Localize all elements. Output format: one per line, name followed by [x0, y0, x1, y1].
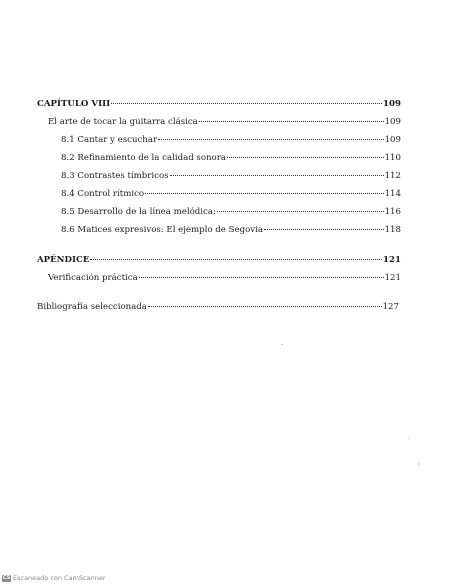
toc-entry-page: 109 [383, 99, 401, 109]
toc-entry-title: 8.5 Desarrollo de la línea melódica: [61, 207, 216, 217]
toc-entry-page: 114 [384, 189, 401, 199]
toc-leader [158, 139, 384, 140]
toc-leader [148, 306, 382, 307]
toc-entry-title: Verificación práctica [48, 273, 138, 283]
toc-leader [199, 121, 384, 122]
toc-entry-title: Bibliografía seleccionada [37, 302, 147, 312]
toc-entry-page: 109 [384, 135, 401, 145]
toc-entry-title: APÉNDICE [37, 255, 90, 265]
toc-entry-appendix[interactable] [37, 255, 401, 266]
toc-leader [145, 193, 384, 194]
toc-leader [111, 103, 382, 104]
toc-entry-8-3[interactable] [61, 171, 401, 182]
toc-leader [227, 157, 384, 158]
toc-entry-title: 8.1 Cantar y escuchar [61, 135, 158, 145]
toc-entry-8-1[interactable] [61, 135, 401, 146]
toc-entry-page: 110 [384, 153, 401, 163]
toc-entry-page: 121 [383, 255, 401, 265]
toc-entry-appendix-verification[interactable] [48, 273, 401, 284]
toc-entry-page: 118 [384, 225, 401, 235]
toc-entry-page: 127 [382, 302, 399, 312]
toc-entry-page: 109 [384, 117, 401, 127]
toc-leader [139, 277, 384, 278]
toc-leader [217, 211, 384, 212]
scan-speck [281, 344, 283, 345]
toc-entry-8-5[interactable] [61, 207, 401, 218]
toc-leader [264, 229, 384, 230]
toc-entry-title: 8.4 Control rítmico [61, 189, 145, 199]
toc-entry-bibliography[interactable] [37, 302, 399, 313]
toc-entry-title: 8.6 Matices expresivos: El ejemplo de Segovia [61, 225, 264, 235]
toc-entry-page: 116 [384, 207, 401, 217]
camscanner-icon: CS [2, 574, 11, 581]
toc-leader [90, 259, 382, 260]
toc-leader [170, 175, 384, 176]
toc-entry-page: 112 [384, 171, 401, 181]
toc-entry-title: 8.2 Refinamiento de la calidad sonora [61, 153, 226, 163]
toc-entry-title: 8.3 Contrastes tímbricos [61, 171, 169, 181]
toc-entry-title: CAPÍTULO VIII [37, 99, 111, 109]
toc-entry-page: 121 [384, 273, 401, 283]
toc-entry-8-2[interactable] [61, 153, 401, 164]
scan-speck [408, 438, 409, 439]
scan-speck [418, 463, 419, 465]
toc-entry-chapter-8-subtitle[interactable] [48, 117, 401, 128]
scanner-watermark [2, 574, 106, 582]
scanner-watermark-text: Escaneado con CamScanner [13, 574, 106, 582]
toc-entry-8-6[interactable] [61, 225, 401, 236]
toc-entry-chapter-8[interactable] [37, 99, 401, 110]
toc-entry-title: El arte de tocar la guitarra clásica [48, 117, 198, 127]
toc-entry-8-4[interactable] [61, 189, 401, 200]
